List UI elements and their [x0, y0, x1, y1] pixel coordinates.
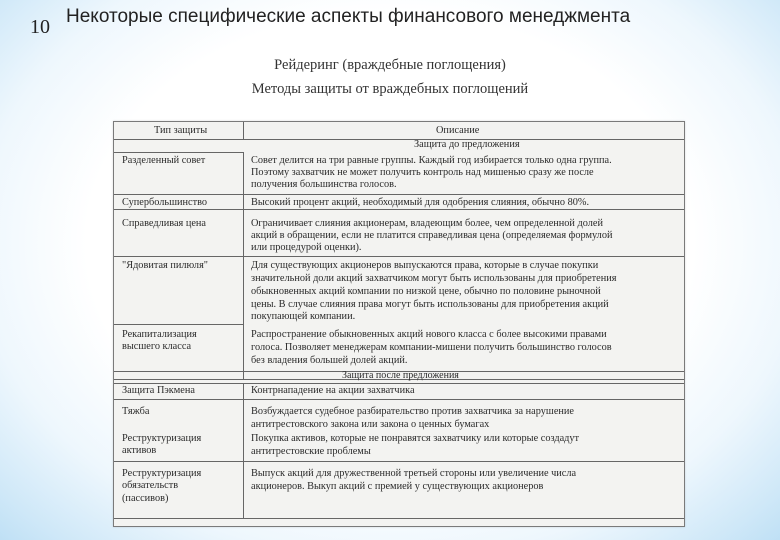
- row-description-line: Распространение обыкновенных акций нового класса с более высокими правами: [251, 329, 607, 340]
- row-type-cell: "Ядовитая пилюля": [122, 260, 209, 271]
- column-header-type: Тип защиты: [154, 125, 208, 136]
- slide-number: 10: [30, 16, 50, 38]
- row-description-line: или процедурой оценки).: [251, 242, 362, 253]
- row-rule-7: [114, 461, 684, 462]
- row-type-cell: Тяжба: [122, 406, 150, 417]
- row-description-line: Контрнападение на акции захватчика: [251, 385, 415, 396]
- row-description-line: антитрестовские проблемы: [251, 446, 371, 457]
- row-description-line: без владения большей долей акций.: [251, 355, 408, 366]
- row-type-cell: Реструктуризация: [122, 468, 202, 479]
- defense-methods-table: [113, 121, 685, 527]
- row-type-cell: Защита Пэкмена: [122, 385, 195, 396]
- column-header-description: Описание: [436, 125, 480, 136]
- row-type-cell: Реструктуризация: [122, 433, 202, 444]
- row-description-line: Ограничивает слияния акционерам, владеющим более, чем определенной долей: [251, 218, 603, 229]
- bottom-rule: [114, 518, 684, 519]
- row-type-cell: обязательств: [122, 480, 179, 491]
- slide-subtitle: Рейдеринг (враждебные поглощения): [274, 57, 506, 73]
- row-rule-5: [114, 324, 243, 325]
- row-description-line: Покупка активов, которые не понравятся захватчику или которые создадут: [251, 433, 580, 444]
- row-rule-3: [114, 209, 684, 210]
- row-type-cell: Рекапитализация: [122, 329, 197, 340]
- row-type-cell: активов: [122, 445, 157, 456]
- row-description-line: Выпуск акций для дружественной третьей стороны или увеличение числа: [251, 468, 577, 479]
- section-label-before-offer: Защита до предложения: [414, 139, 520, 150]
- row-type-cell: Справедливая цена: [122, 218, 206, 229]
- row-description-line: акционеров. Выкуп акций с премией у существующих акционеров: [251, 481, 544, 492]
- row-description-line: Совет делится на три равные группы. Каждый год избирается только одна группа.: [251, 155, 612, 166]
- row-type-cell: (пассивов): [122, 493, 169, 504]
- header-left-divider: [243, 122, 244, 139]
- row-type-cell: высшего класса: [122, 341, 192, 352]
- section-rule-bottom: [114, 383, 684, 384]
- row-description-line: цены. В случае слияния права могут быть использованы для приобретения акций: [251, 299, 609, 310]
- row-description-line: антитрестовского закона или закона о ценных бумагах: [251, 419, 490, 430]
- row-description-line: акций в обращении, если не платится справедливая цена (определяемая формулой: [251, 230, 613, 241]
- row-type-cell: Разделенный совет: [122, 155, 206, 166]
- header-rule: [114, 139, 684, 140]
- row-description-line: обыкновенных акций компании по низкой цене, обычно по половине рыночной: [251, 286, 601, 297]
- row-description-line: получения большинства голосов.: [251, 179, 397, 190]
- row-description-line: голоса. Позволяет менеджерам компании-мишени получить большинство голосов: [251, 342, 612, 353]
- row-type-cell: Супербольшинство: [122, 197, 208, 208]
- column-divider-upper: [243, 152, 244, 379]
- row-description-line: значительной доли акций захватчиком могут быть использованы для приобретения: [251, 273, 617, 284]
- row-rule-6: [114, 399, 684, 400]
- row-rule-4: [114, 256, 684, 257]
- row-description-line: Для существующих акционеров выпускаются права, которые в случае покупки: [251, 260, 599, 271]
- section-label-after-offer: Защита после предложения: [342, 370, 459, 381]
- row-rule-2: [114, 194, 684, 195]
- row-description-line: Высокий процент акций, необходимый для одобрения слияния, обычно 80%.: [251, 197, 590, 208]
- slide-title: Некоторые специфические аспекты финансового менеджмента: [66, 6, 631, 27]
- column-divider-lower: [243, 383, 244, 518]
- slide-subheading: Методы защиты от враждебных поглощений: [251, 81, 529, 97]
- row-description-line: Возбуждается судебное разбирательство против захватчика за нарушение: [251, 406, 574, 417]
- row-description-line: покупающей компании.: [251, 311, 356, 322]
- row-rule-1: [114, 152, 243, 153]
- row-description-line: Поэтому захватчик не может получить контроль над мишенью сразу же после: [251, 167, 594, 178]
